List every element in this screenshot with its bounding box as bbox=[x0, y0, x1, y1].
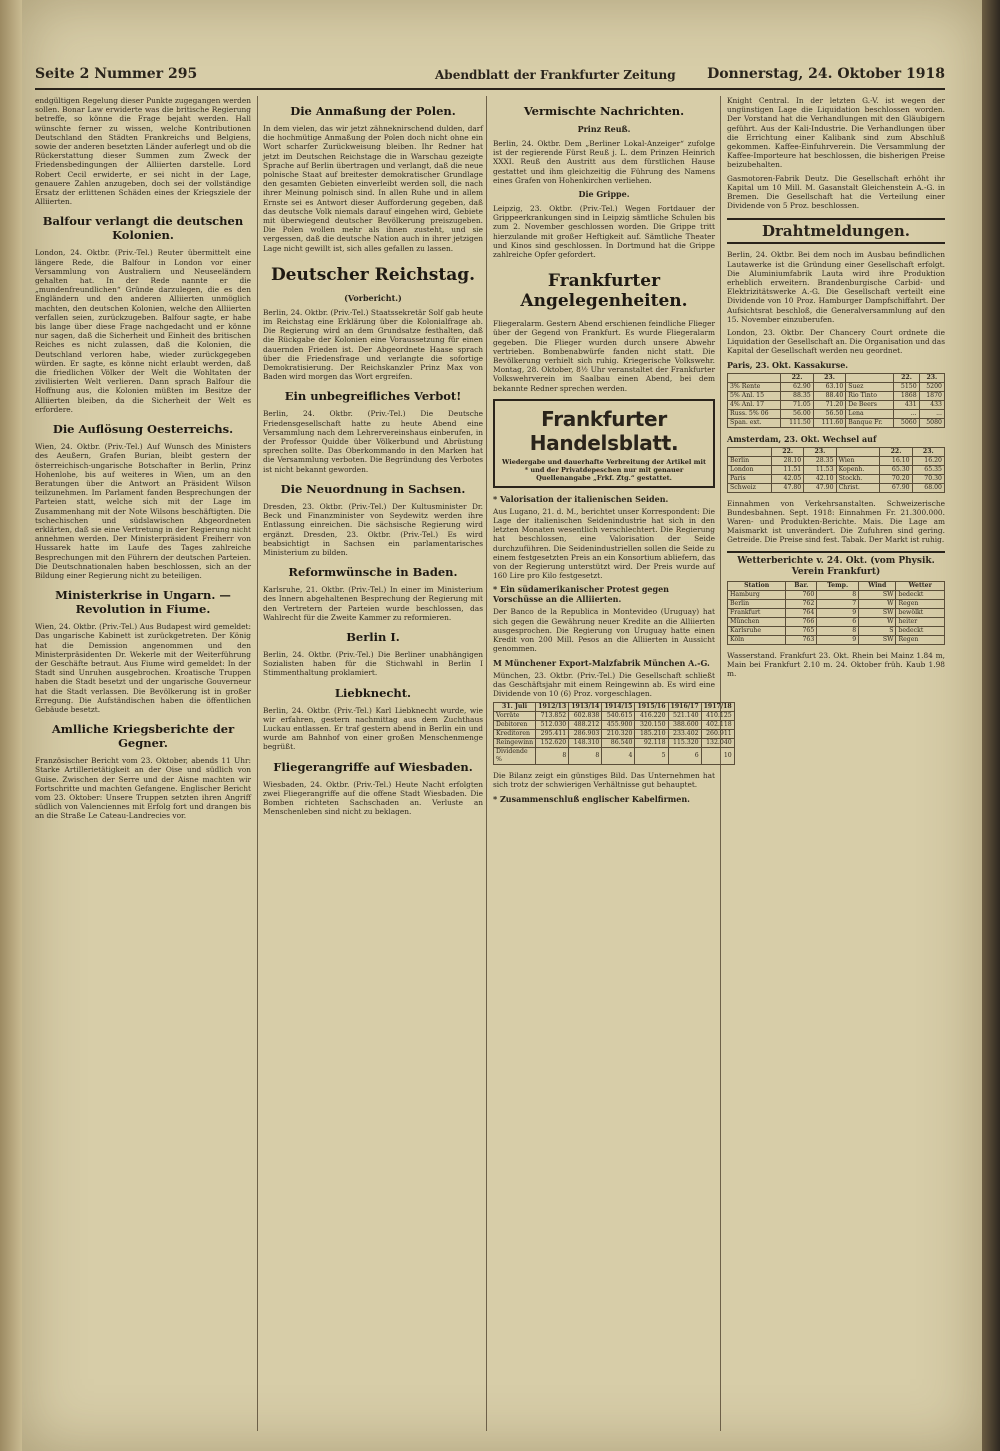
table-cell: 148.310 bbox=[569, 739, 602, 748]
table-cell: Regen bbox=[896, 599, 945, 608]
table-cell: 65.35 bbox=[912, 465, 944, 474]
table-cell: 9 bbox=[817, 635, 859, 644]
article-headline: Ein unbegreifliches Verbot! bbox=[284, 389, 462, 404]
table-cell: Span. ext. bbox=[728, 418, 781, 427]
table-cell: Wien bbox=[836, 456, 880, 465]
table-header: 1916/17 bbox=[668, 703, 701, 712]
table-cell: 70.20 bbox=[880, 474, 912, 483]
table-cell: bedeckt bbox=[896, 626, 945, 635]
table-header-row bbox=[728, 581, 945, 590]
table-cell: 402.118 bbox=[701, 721, 734, 730]
table-cell: 42.05 bbox=[771, 474, 803, 483]
table-cell: 5080 bbox=[919, 418, 944, 427]
article-headline: Amlliche Kriegsberichte der Gegner. bbox=[51, 722, 235, 751]
table-cell: 512.030 bbox=[536, 721, 569, 730]
table-cell: De Beers bbox=[846, 400, 894, 409]
article-text: Dresden, 23. Oktbr. (Priv.-Tel.) Der Kultusminister Dr. Beck und Finanzminister von Seydewitz werden ihre Entlassung einreichen. Die sächsische Regierung wird ergänzt. Dresden, 23. Oktbr. (Priv.-Tel.) Es wird beabsichtigt in Sachsen ein parlamentarisches Ministerium zu bilden. bbox=[263, 501, 483, 557]
table-cell: 11.51 bbox=[771, 465, 803, 474]
table-cell: Vorräte bbox=[494, 712, 536, 721]
table-cell: 16.10 bbox=[880, 456, 912, 465]
table-cell: 11.53 bbox=[804, 465, 836, 474]
table-header: 22. bbox=[894, 373, 919, 382]
table-row bbox=[728, 409, 945, 418]
table-cell: 92.118 bbox=[635, 739, 668, 748]
article-headline: Balfour verlangt die deutschen Kolonien. bbox=[42, 214, 244, 243]
table-header-row bbox=[728, 373, 945, 382]
page-header bbox=[35, 62, 945, 90]
table-cell: Banque Fr. bbox=[846, 418, 894, 427]
table-cell: 5060 bbox=[894, 418, 919, 427]
column-4 bbox=[727, 96, 945, 1436]
table-header: 1914/15 bbox=[602, 703, 635, 712]
article-headline: Die Anmaßung der Polen. bbox=[290, 104, 456, 118]
table-cell: 47.90 bbox=[804, 483, 836, 492]
table-cell: 416.220 bbox=[635, 712, 668, 721]
table-cell: Dividende % bbox=[494, 748, 536, 765]
table-cell: Paris bbox=[728, 474, 772, 483]
table-cell: 433 bbox=[919, 400, 944, 409]
table-cell: 67.90 bbox=[880, 483, 912, 492]
table-row bbox=[494, 730, 735, 739]
table-header-row bbox=[494, 703, 735, 712]
article-headline: Vermischte Nachrichten. bbox=[523, 104, 685, 118]
article-headline: Berlin I. bbox=[346, 629, 400, 644]
article-text: Französischer Bericht vom 23. Oktober, abends 11 Uhr: Starke Artillerietätigkeit an der Oise und südlich von Guise. Zwischen der Serre und der Aisne machten wir Fortschritte und machten Gefangene. Englischer Bericht vom 23. Oktober: Unsere Truppen setzten ihren Angriff südlich von Valenciennes mit Erfolg fort und drangen bis an die Straße Le Cateau-Landrecies vor. bbox=[35, 756, 251, 821]
table-header: 1913/14 bbox=[569, 703, 602, 712]
table-cell: 764 bbox=[786, 608, 817, 617]
table-cell: 431 bbox=[894, 400, 919, 409]
table-row bbox=[494, 712, 735, 721]
article-text: Aus Lugano, 21. d. M., berichtet unser Korrespondent: Die Lage der italienischen Seidenindustrie hat sich in den letzten Monaten wesentlich verschlechtert. Die Regierung hat beschlossen, eine Valorisation der Seide durchzuführen. Die Seidenindustriellen sollen die Seide zu einem festgesetzten Preis an ein Konsortium abliefern, das von der Regierung unterstützt wird. Der Preis wurde auf 160 Lire pro Kilo festgesetzt. bbox=[493, 506, 715, 581]
table-cell: bewölkt bbox=[896, 608, 945, 617]
table-cell: Köln bbox=[728, 635, 786, 644]
table-cell: 7 bbox=[817, 599, 859, 608]
table-cell: S bbox=[859, 626, 896, 635]
table-header bbox=[836, 447, 880, 456]
table-header: 23. bbox=[804, 447, 836, 456]
article-headline: * Zusammenschluß englischer Kabelfirmen. bbox=[493, 793, 690, 804]
article-subheadline: Prinz Reuß. bbox=[577, 124, 631, 134]
table-row bbox=[728, 590, 945, 599]
table-header: 23. bbox=[919, 373, 944, 382]
article-text: München, 23. Oktbr. (Priv.-Tel.) Die Gesellschaft schließt das Geschäftsjahr mit einem Reingewinn ab. Es wird eine Dividende von 10 (6) Proz. vorgeschlagen. bbox=[493, 670, 715, 698]
article-text: Berlin, 24. Oktbr. (Priv.-Tel.) Staatssekretär Solf gab heute im Reichstag eine Erklärung über die Kolonialfrage ab. Die Regierung wird an dem Grundsatze festhalten, daß die Rückgabe der Kolonien eine Voraussetzung für einen dauernden Frieden ist. Der Abgeordnete Haase sprach über die Friedensfrage und verlangte die sofortige Demokratisierung. Der Reichskanzler Prinz Max von Baden wird morgen das Wort ergreifen. bbox=[263, 307, 483, 382]
table-cell: 763 bbox=[786, 635, 817, 644]
article-text: London, 24. Oktbr. (Priv.-Tel.) Reuter übermittelt eine längere Rede, die Balfour in London vor einer Versammlung von Australiern und Neuseeländern gehalten hat. In der Rede nannte er die „mundenfreundlichen“ Gründe darzulegen, die es den Engländern und den anderen Alliierten unmöglich machten, den deutschen Kolonien, welche den Alliierten verfallen seien, zurückzugeben. Balfour sagte, er habe bis lange über diese Frage nachgedacht und er könne nur sagen, daß die Sicherheit und Einheit des britischen Reiches es nicht zulassen, daß die Kolonien, die Deutschland verloren habe, wieder zurückgegeben würden. Er sagte, es könne nicht erlaubt werden, daß die friedlichen Völker der Welt die Wohltaten der zivilisierten Welt verlieren. Dann sprach Balfour die Hoffnung aus, die Kolonien müßten im Besitze der Alliierten bleiben, da die Sicherheit der Welt es erfordere. bbox=[35, 248, 251, 414]
table-row bbox=[494, 748, 735, 765]
table-row bbox=[728, 617, 945, 626]
article-headline: Die Auflösung Oesterreichs. bbox=[52, 422, 234, 437]
article-text: endgültigen Regelung dieser Punkte zugegangen werden sollen. Bonar Law erwiderte was die britische Regierung betreffe, so könne die Frage bejaht werden. Hall wünschte ferner zu wissen, welche Kontributionen Deutschland den Städten Frankreichs und Belgiens, sowie der anderen besetzten Länder auferlegt und ob die Rückerstattung dieser Summen zum Zweck der Friedensbedingungen der Alliierten darstelle. Lord Robert Cecil erwiderte, er sei nicht in der Lage, genauere Zahlen anzugeben, doch sei der vollständige Ersatz der erlittenen Schäden eines der Kriegsziele der Alliierten. bbox=[35, 96, 251, 207]
table-row bbox=[728, 400, 945, 409]
table-title: Amsterdam, 23. Okt. Wechsel auf bbox=[727, 433, 877, 444]
article-text: Wien, 24. Oktbr. (Priv.-Tel.) Auf Wunsch des Ministers des Aeußern, Grafen Burian, bleibt gestern der österreichisch-ungarische Botschafter in Berlin, Prinz Hohenlohe, bis auf weiteres in Wien, um an den Beratungen über die Antwort an Präsident Wilson teilzunehmen. Im Parlament fanden Besprechungen der Parteien statt, welche sich mit der Lage im Zusammenhang mit der Note Wilsons beschäftigten. Die tschechischen und südslawischen Abgeordneten erklärten, daß sie eine Vertretung in der Regierung nicht annehmen werden. Der Ministerpräsident Freiherr von Hussarek hatte im Laufe des Tages zahlreiche Besprechungen mit den Führern der deutschen Parteien. Die Deutschnationalen haben beschlossen, sich an der Bildung einer Regierung nicht zu beteiligen. bbox=[35, 442, 251, 580]
page-shadow-edge bbox=[982, 0, 1000, 1451]
column-rule bbox=[257, 96, 258, 1431]
table-cell: Lena bbox=[846, 409, 894, 418]
table-cell: 16.20 bbox=[912, 456, 944, 465]
table-cell: 9 bbox=[817, 608, 859, 617]
table-cell: 111.50 bbox=[781, 418, 814, 427]
table-title: Paris, 23. Okt. Kassakurse. bbox=[727, 359, 849, 370]
table-cell: Kopenh. bbox=[836, 465, 880, 474]
table-cell: 4% Anl. 17 bbox=[728, 400, 781, 409]
table-cell: SW bbox=[859, 635, 896, 644]
table-cell: 410.125 bbox=[701, 712, 734, 721]
table-header: 22. bbox=[771, 447, 803, 456]
table-row bbox=[728, 483, 945, 492]
table-cell: ... bbox=[894, 409, 919, 418]
balance-table bbox=[493, 702, 735, 765]
table-cell: 111.60 bbox=[813, 418, 846, 427]
table-cell: 5% Anl. 15 bbox=[728, 391, 781, 400]
table-cell: 762 bbox=[786, 599, 817, 608]
table-cell: London bbox=[728, 465, 772, 474]
table-cell: 540.615 bbox=[602, 712, 635, 721]
table-cell: Suez bbox=[846, 382, 894, 391]
table-cell: 488.212 bbox=[569, 721, 602, 730]
table-cell: heiter bbox=[896, 617, 945, 626]
table-cell: Rio Tinto bbox=[846, 391, 894, 400]
table-cell: 115.320 bbox=[668, 739, 701, 748]
table-header bbox=[728, 447, 772, 456]
article-text: Leipzig, 23. Oktbr. (Priv.-Tel.) Wegen Fortdauer der Grippeerkrankungen sind in Leipzig sämtliche Schulen bis zum 2. November geschlossen worden. Die Grippe tritt hierzulande mit großer Heftigkeit auf. Sämtliche Theater und Kinos sind geschlossen. In Dortmund hat die Grippe zahlreiche Opfer gefordert. bbox=[493, 204, 715, 260]
table-row bbox=[728, 391, 945, 400]
table-cell: 1870 bbox=[919, 391, 944, 400]
table-cell: 210.320 bbox=[602, 730, 635, 739]
table-cell: Frankfurt bbox=[728, 608, 786, 617]
table-cell: 8 bbox=[569, 748, 602, 765]
table-cell: 760 bbox=[786, 590, 817, 599]
article-subheadline: Die Grippe. bbox=[578, 189, 630, 200]
article-headline: Liebknecht. bbox=[334, 685, 412, 700]
amsterdam-exchange-table bbox=[727, 447, 945, 493]
article-headline: Ministerkrise in Ungarn. — Revolution in Fiume. bbox=[55, 588, 231, 617]
article-text: Fliegeralarm. Gestern Abend erschienen feindliche Flieger über der Gegend von Frankfurt. Es wurde Fliegeralarm gegeben. Die Flieger wurden durch unsere Abwehr vertrieben. Bombenabwürfe fanden nicht statt. Die Bevölkerung verhielt sich ruhig. Kriegerische Volkswehr. Montag, 28. Oktober, 8½ Uhr veranstaltet der Frankfurter Volkswehrverein im Saalbau einen Abend, bei dem bekannte Redner sprechen werden. bbox=[493, 319, 715, 393]
table-cell: 320.150 bbox=[635, 721, 668, 730]
table-row bbox=[728, 465, 945, 474]
table-header: Temp. bbox=[817, 581, 859, 590]
table-cell: 62.90 bbox=[781, 382, 814, 391]
table-cell: Kreditoren bbox=[494, 730, 536, 739]
table-row bbox=[494, 721, 735, 730]
masthead: Abendblatt der Frankfurter Zeitung bbox=[435, 68, 676, 82]
article-headline: * Valorisation der italienischen Seiden. bbox=[493, 493, 669, 504]
table-cell: 68.00 bbox=[912, 483, 944, 492]
table-cell: 5 bbox=[635, 748, 668, 765]
table-cell: Russ. 5% 06 bbox=[728, 409, 781, 418]
table-cell: Berlin bbox=[728, 456, 772, 465]
article-text: Wiesbaden, 24. Oktbr. (Priv.-Tel.) Heute Nacht erfolgten zwei Fliegerangriffe auf die offene Stadt Wiesbaden. Die Bomben richteten Sachschaden an. Verluste an Menschenleben sind nicht zu beklagen. bbox=[263, 779, 483, 817]
table-header: 23. bbox=[813, 373, 846, 382]
table-header: 22. bbox=[880, 447, 912, 456]
table-header bbox=[728, 373, 781, 382]
table-cell: 71.20 bbox=[813, 400, 846, 409]
handelsblatt-title: Frankfurter Handelsblatt. bbox=[529, 406, 679, 455]
table-header: 1915/16 bbox=[635, 703, 668, 712]
article-headline: M Münchener Export-Malzfabrik München A.-G. bbox=[493, 657, 710, 668]
table-cell: 152.620 bbox=[536, 739, 569, 748]
article-text: Wien, 24. Oktbr. (Priv.-Tel.) Aus Budapest wird gemeldet: Das ungarische Kabinett ist zurückgetreten. Der König hat die Demission angenommen und den Ministerpräsidenten Dr. Wekerle mit der Weiterführung der Geschäfte betraut. Aus Fiume wird gemeldet: In der Stadt sind Unruhen ausgebrochen. Kroatische Truppen haben die Stadt besetzt und der ungarische Gouverneur hat die Stadt verlassen. Die Bevölkerung ist in großer Erregung. Die Aufständischen haben die öffentlichen Gebäude besetzt. bbox=[35, 622, 251, 714]
table-cell: 521.140 bbox=[668, 712, 701, 721]
table-cell: 28.10 bbox=[771, 456, 803, 465]
table-row bbox=[728, 608, 945, 617]
article-text: Der Banco de la Republica in Montevideo (Uruguay) hat sich gegen die Gewährung neuer Kredite an die Alliierten ausgesprochen. Die Regierung von Uruguay hatte einen Kredit von 200 Mill. Pesos an die Alliierten in Aussicht genommen. bbox=[493, 607, 715, 654]
column-3 bbox=[493, 96, 732, 1436]
table-cell: 260.911 bbox=[701, 730, 734, 739]
table-cell: Berlin bbox=[728, 599, 786, 608]
table-cell: Christ. bbox=[836, 483, 880, 492]
table-cell: 388.600 bbox=[668, 721, 701, 730]
table-cell: Debitoren bbox=[494, 721, 536, 730]
column-1 bbox=[35, 96, 251, 1436]
table-cell: 6 bbox=[668, 748, 701, 765]
table-cell: 70.30 bbox=[912, 474, 944, 483]
article-text: Gasmotoren-Fabrik Deutz. Die Gesellschaft erhöht ihr Kapital um 10 Mill. M. Gasanstalt Gleichenstein A.-G. in Bremen. Die Gesellschaft hat die Verteilung einer Dividende von 5 Proz. beschlossen. bbox=[727, 173, 945, 211]
article-headline: Die Neuordnung in Sachsen. bbox=[280, 481, 466, 496]
table-cell: 766 bbox=[786, 617, 817, 626]
table-cell: 295.411 bbox=[536, 730, 569, 739]
article-headline: Fliegerangriffe auf Wiesbaden. bbox=[273, 759, 473, 774]
table-header: Wind bbox=[859, 581, 896, 590]
table-cell: Regen bbox=[896, 635, 945, 644]
page-number: Seite 2 Nummer 295 bbox=[35, 66, 198, 82]
article-text: Berlin, 24. Oktbr. (Priv.-Tel.) Karl Liebknecht wurde, wie wir erfahren, gestern nachmittag aus dem Zuchthaus Luckau entlassen. Er traf gestern abend in Berlin ein und wurde am Bahnhof von einer großen Menschenmenge begrüßt. bbox=[263, 705, 483, 752]
article-subheadline: (Vorbericht.) bbox=[344, 292, 402, 303]
table-cell: 1868 bbox=[894, 391, 919, 400]
table-row bbox=[728, 474, 945, 483]
table-header: 31. Juli bbox=[494, 703, 536, 712]
table-header: 23. bbox=[912, 447, 944, 456]
table-cell: Hamburg bbox=[728, 590, 786, 599]
table-cell: 286.903 bbox=[569, 730, 602, 739]
table-row bbox=[728, 418, 945, 427]
table-cell: 185.210 bbox=[635, 730, 668, 739]
table-cell: bedeckt bbox=[896, 590, 945, 599]
column-rule bbox=[486, 96, 487, 1431]
table-header: 1917/18 bbox=[701, 703, 734, 712]
article-text: Einnahmen von Verkehrsanstalten. Schweizerische Bundesbahnen. Sept. 1918: Einnahmen Fr. 21.300.000. Waren- und Produkten-Berichte. Mais. Die Lage am Maismarkt ist unverändert. Die Zufuhren sind gering. Getreide. Die Preise sind fest. Tabak. Der Markt ist ruhig. bbox=[727, 498, 945, 545]
table-cell: 86.540 bbox=[602, 739, 635, 748]
article-text: Die Bilanz zeigt ein günstiges Bild. Das Unternehmen hat sich trotz der schwierigen Verhältnisse gut behauptet. bbox=[493, 771, 715, 790]
table-row bbox=[728, 599, 945, 608]
issue-date: Donnerstag, 24. Oktober 1918 bbox=[707, 66, 945, 82]
article-text: Berlin, 24. Oktbr. (Priv.-Tel.) Die Deutsche Friedensgesellschaft hatte zu heute Abend eine Versammlung nach dem Lehrervereinshaus einberufen, in der Professor Quidde über Völkerbund und Abrüstung sprechen sollte. Das Oberkommando in den Marken hat die Versammlung verboten. Die Begründung des Verbotes ist nicht bekannt geworden. bbox=[263, 409, 483, 474]
table-cell: 71.05 bbox=[781, 400, 814, 409]
table-cell: 233.402 bbox=[668, 730, 701, 739]
handelsblatt-note: Wiedergabe und dauerhafte Verbreitung der Artikel mit * und der Privatdepeschen nur mit genauer Quellenangabe „Frkf. Ztg.“ gestattet. bbox=[502, 457, 706, 482]
paris-quotes-table bbox=[727, 373, 945, 428]
table-cell: 4 bbox=[602, 748, 635, 765]
table-cell: 132.040 bbox=[701, 739, 734, 748]
table-cell: 8 bbox=[817, 626, 859, 635]
table-cell: München bbox=[728, 617, 786, 626]
table-cell: 8 bbox=[817, 590, 859, 599]
table-cell: W bbox=[859, 599, 896, 608]
table-cell: W bbox=[859, 617, 896, 626]
table-cell: 713.852 bbox=[536, 712, 569, 721]
table-cell: 88.40 bbox=[813, 391, 846, 400]
table-row bbox=[494, 739, 735, 748]
section-headline: Drahtmeldungen. bbox=[727, 218, 945, 244]
weather-report-title: Wetterberichte v. 24. Okt. (vom Physik. Verein Frankfurt) bbox=[727, 551, 945, 578]
table-cell: Reingewinn bbox=[494, 739, 536, 748]
table-cell: 56.00 bbox=[781, 409, 814, 418]
article-text: London, 23. Oktbr. Der Chancery Court ordnete die Liquidation der Gesellschaft an. Die Organisation und das Kapital der Gesellschaft werden neu geordnet. bbox=[727, 328, 945, 356]
column-2 bbox=[263, 96, 483, 1436]
table-cell: SW bbox=[859, 590, 896, 599]
page-binding-edge bbox=[0, 0, 22, 1451]
article-text: Berlin, 24. Oktbr. Dem „Berliner Lokal-Anzeiger“ zufolge ist der regierende Fürst Reuß j. L. dem Prinzen Heinrich XXXI. Reuß den Austritt aus dem fürstlichen Hause gestattet und ihm gleichzeitig die Führung des Namens eines Grafen von Hohenkirchen verliehen. bbox=[493, 139, 715, 185]
table-cell: 5150 bbox=[894, 382, 919, 391]
table-row bbox=[728, 382, 945, 391]
section-headline: Deutscher Reichstag. bbox=[270, 264, 476, 285]
table-header bbox=[846, 373, 894, 382]
table-cell: Karlsruhe bbox=[728, 626, 786, 635]
handelsblatt-box bbox=[493, 399, 715, 488]
table-cell: 63.10 bbox=[813, 382, 846, 391]
article-text: Berlin, 24. Oktbr. (Priv.-Tel.) Die Berliner unabhängigen Sozialisten haben für die Stichwahl in Berlin I Stimmenthaltung proklamiert. bbox=[263, 649, 483, 678]
table-header: Wetter bbox=[896, 581, 945, 590]
weather-table bbox=[727, 581, 945, 645]
table-cell: 65.30 bbox=[880, 465, 912, 474]
section-headline: Frankfurter Angelegenheiten. bbox=[520, 271, 688, 312]
article-text: In dem vielen, das wir jetzt zähneknirschend dulden, darf die hochmütige Anmaßung der Polen doch nicht ohne ein Wort scharfer Zurückweisung bleiben. Ihr Redner hat jetzt im Deutschen Reichstage die in Warschau gezeigte Sprache auf Berlin übertragen und verlangt, daß die neue polnische Staat auf breitester demokratischer Grundlage den gesamten Gebieten einverleibt werden soll, die nach ihrer Meinung polnisch sind. In allen Ruhe und in allem Ernste sei es Antwort dieser Aufforderung gegeben, daß das deutsche Volk niemals darauf eingehen wird, Gebiete mit überwiegend deutscher Bevölkerung preiszugeben. Die Polen wollen mehr als ihnen zusteht, und sie vergessen, daß die deutsche Nation auch in ihrer jetzigen Lage nicht gewillt ist, sich alles gefallen zu lassen. bbox=[263, 124, 483, 253]
table-cell: 28.35 bbox=[804, 456, 836, 465]
table-header: Station bbox=[728, 581, 786, 590]
article-text: Knight Central. In der letzten G.-V. ist wegen der ungünstigen Lage die Liquidation beschlossen worden. Der Vorstand hat die Verhandlungen mit den Gläubigern geführt. Aus der Kali-Industrie. Die Verhandlungen über die Errichtung einer Kalibank sind zum Abschluß gekommen. Kaffee-Einfuhrverein. Die Versammlung der Kaffee-Importeure hat beschlossen, die bisherigen Preise beizubehalten. bbox=[727, 96, 945, 170]
table-cell: 56.50 bbox=[813, 409, 846, 418]
table-cell: ... bbox=[919, 409, 944, 418]
article-text: Berlin, 24. Oktbr. Bei dem noch im Ausbau befindlichen Lautawerke ist die Gründung einer Gesellschaft erfolgt. Die Aluminiumfabrik Lauta wird ihre Produktion erheblich erweitern. Brandenburgische Carbid- und Elektrizitätswerke A.-G. Die Gesellschaft verteilt eine Dividende von 10 Proz. Hamburger Dampfschiffahrt. Der Aufsichtsrat beschloß, die Generalversammlung auf den 15. November einzuberufen. bbox=[727, 250, 945, 324]
table-cell: 10 bbox=[701, 748, 734, 765]
table-cell: 5200 bbox=[919, 382, 944, 391]
table-cell: 42.10 bbox=[804, 474, 836, 483]
table-cell: 6 bbox=[817, 617, 859, 626]
table-row bbox=[728, 626, 945, 635]
table-cell: SW bbox=[859, 608, 896, 617]
table-header-row bbox=[728, 447, 945, 456]
table-cell: 765 bbox=[786, 626, 817, 635]
article-headline: * Ein südamerikanischer Protest gegen Vorschüsse an die Alliierten. bbox=[493, 584, 669, 605]
table-cell: 602.838 bbox=[569, 712, 602, 721]
table-cell: Schweiz bbox=[728, 483, 772, 492]
table-cell: 3% Rente bbox=[728, 382, 781, 391]
table-cell: 88.35 bbox=[781, 391, 814, 400]
table-header: 1912/13 bbox=[536, 703, 569, 712]
table-cell: Stockh. bbox=[836, 474, 880, 483]
table-cell: 455.900 bbox=[602, 721, 635, 730]
table-header: Bar. bbox=[786, 581, 817, 590]
article-text: Karlsruhe, 21. Oktbr. (Priv.-Tel.) In einer im Ministerium des Innern abgehaltenen Besprechung der Regierung mit den Vertretern der Parteien wurde beschlossen, das Wahlrecht für die Zweite Kammer zu reformieren. bbox=[263, 585, 483, 622]
newspaper-page bbox=[22, 0, 982, 1451]
article-headline: Reformwünsche in Baden. bbox=[288, 565, 458, 580]
table-cell: 47.80 bbox=[771, 483, 803, 492]
table-cell: 8 bbox=[536, 748, 569, 765]
table-header: 22. bbox=[781, 373, 814, 382]
table-row bbox=[728, 635, 945, 644]
table-row bbox=[728, 456, 945, 465]
article-text: Wasserstand. Frankfurt 23. Okt. Rhein bei Mainz 1.84 m, Main bei Frankfurt 2.10 m. 24. Oktober früh. Kaub 1.98 m. bbox=[727, 650, 945, 679]
